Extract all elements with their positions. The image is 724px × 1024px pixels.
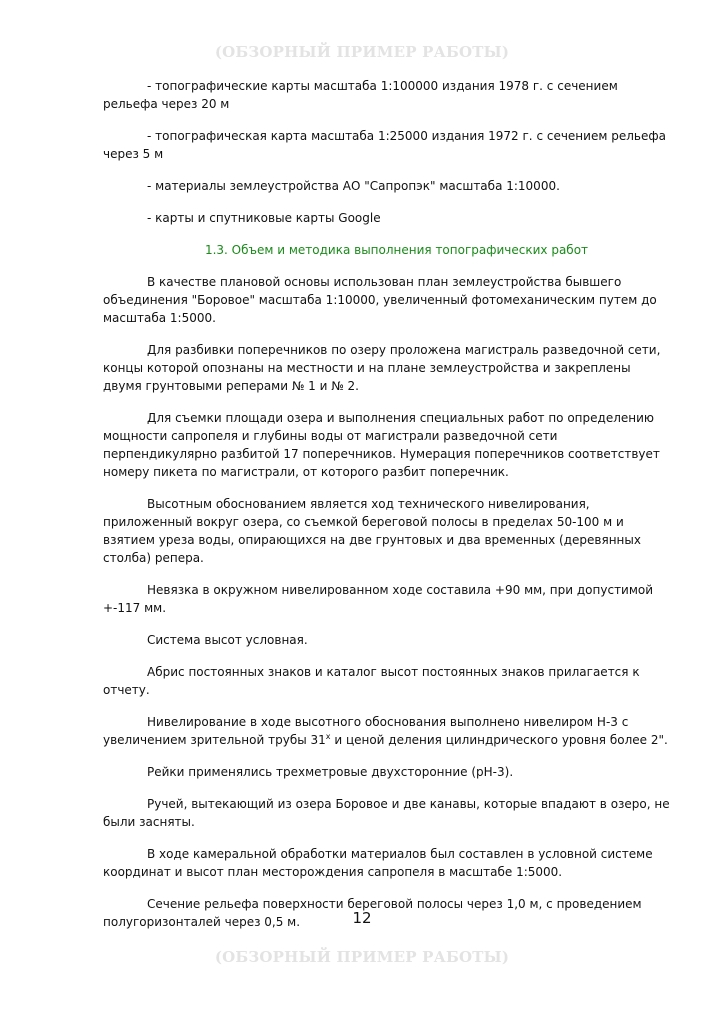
leveling-text-after: и ценой деления цилиндрического уровня более 2".: [330, 733, 668, 747]
paragraph-elevation-basis: Высотным обоснованием является ход технического нивелирования, приложенный вокруг озера, со съемкой береговой полосы в пределах 50-100 м и взятием уреза воды, опирающихся на две грунтовых и два временных (деревянных столба) репера.: [103, 497, 641, 565]
paragraph-relief-section: Сечение рельефа поверхности береговой полосы через 1,0 м, с проведением полугоризонталей через 0,5 м.: [103, 897, 642, 929]
paragraph-topo-maps-100000: - топографические карты масштаба 1:100000 издания 1978 г. с сечением рельефа через 20 м: [103, 79, 618, 111]
paragraph-topo-map-25000: - топографическая карта масштаба 1:25000 издания 1972 г. с сечением рельефа через 5 м: [103, 129, 666, 161]
page-number: 12: [352, 909, 372, 927]
paragraph-abris: Абрис постоянных знаков и каталог высот постоянных знаков прилагается к отчету.: [103, 665, 640, 697]
paragraph-height-system: Система высот условная.: [147, 633, 308, 647]
watermark-bottom: (ОБЗОРНЫЙ ПРИМЕР РАБОТЫ): [214, 948, 510, 966]
paragraph-land-materials: - материалы землеустройства АО "Сапропэк" масштаба 1:10000.: [147, 179, 560, 193]
paragraph-main-line: Для разбивки поперечников по озеру проложена магистраль разведочной сети, концы которой опознаны на местности и на плане землеустройства и закреплены двумя грунтовыми реперами № 1 и № 2.: [103, 343, 661, 393]
paragraph-misclosure: Невязка в окружном нивелированном ходе составила +90 мм, при допустимой +-117 мм.: [103, 583, 654, 615]
document-body: [103, 77, 670, 945]
paragraph-leveling-instrument: [103, 713, 670, 749]
paragraph-office-processing: В ходе камеральной обработки материалов был составлен в условной системе координат и высот план месторождения сапропеля в масштабе 1:5000.: [103, 847, 653, 879]
watermark-top: (ОБЗОРНЫЙ ПРИМЕР РАБОТЫ): [214, 43, 510, 61]
paragraph-cross-sections: Для съемки площади озера и выполнения специальных работ по определению мощности сапропеля и глубины воды от магистрали разведочной сети перпендикулярно разбитой 17 поперечников. Нумерация поперечников соответствует номеру пикета по магистрали, от которого разбит поперечник.: [103, 411, 660, 479]
paragraph-plan-basis: В качестве плановой основы использован план землеустройства бывшего объединения "Боровое" масштаба 1:10000, увеличенный фотомеханическим путем до масштаба 1:5000.: [103, 275, 657, 325]
paragraph-google-maps: - карты и спутниковые карты Google: [147, 211, 381, 225]
magnification-superscript: x: [325, 732, 331, 741]
section-heading: 1.3. Объем и методика выполнения топографических работ: [204, 243, 589, 257]
leveling-text-before: Нивелирование в ходе высотного обоснования выполнено нивелиром Н-3 с увеличением зрительной трубы 31: [103, 715, 629, 747]
paragraph-staffs: Рейки применялись трехметровые двухсторонние (рН-3).: [147, 765, 514, 779]
paragraph-stream: Ручей, вытекающий из озера Боровое и две канавы, которые впадают в озеро, не были засняты.: [103, 797, 670, 829]
